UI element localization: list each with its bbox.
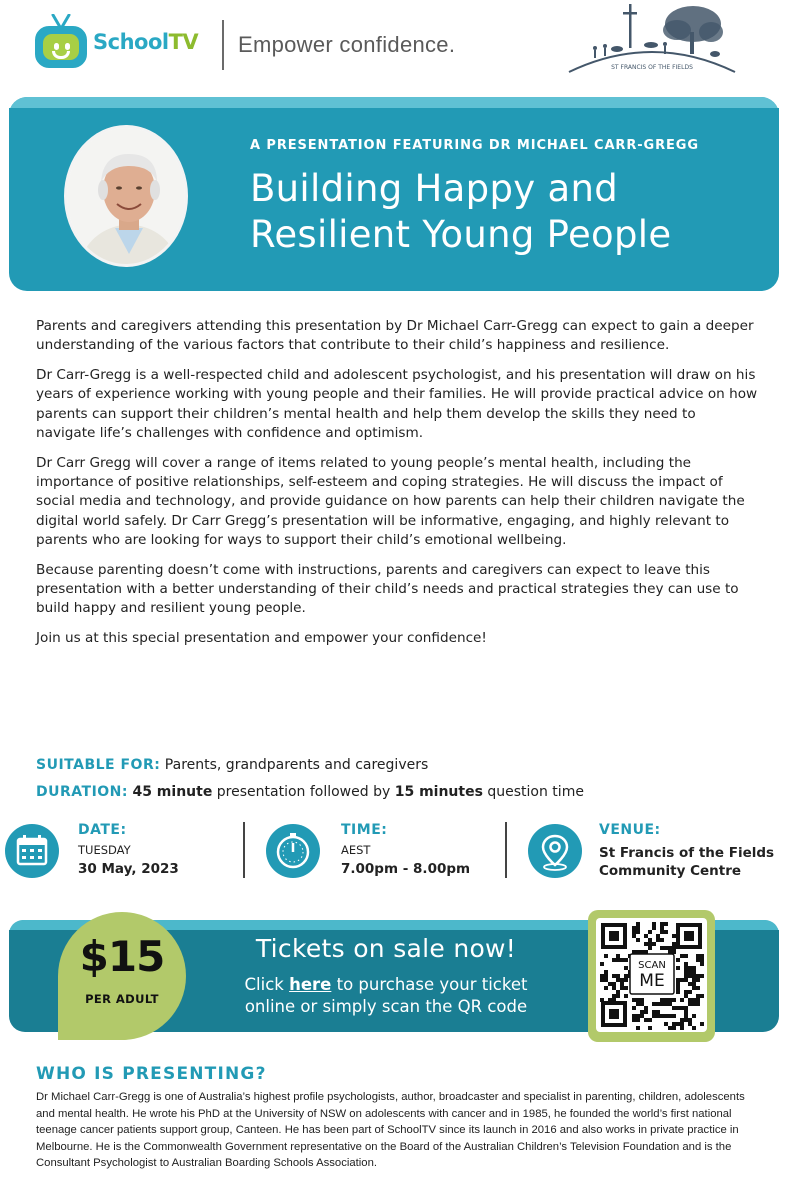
info-divider xyxy=(243,822,245,878)
time-value: 7.00pm - 8.00pm xyxy=(341,861,471,877)
date-value: 30 May, 2023 xyxy=(78,861,179,877)
qr-me-label: ME xyxy=(639,971,665,991)
venue-info xyxy=(528,818,788,882)
calendar-icon xyxy=(5,824,59,878)
event-title: Building Happy and Resilient Young People xyxy=(250,167,672,256)
description-paragraph: Parents and caregivers attending this presentation by Dr Michael Carr-Gregg can expect to gain a deeper understanding of the various factors that contribute to their child’s happiness and resilience. xyxy=(36,318,754,354)
description-paragraph: Dr Carr-Gregg is a well-respected child and adolescent psychologist, and his presentation will draw on his years of experience working with young people and their families. He will provide practical advice on how parents can support their children’s mental health and help them develop the skills they need to navigate life’s challenges with confidence and optimism. xyxy=(36,367,758,441)
feature-subtitle: A PRESENTATION FEATURING DR MICHAEL CARR-GREGG xyxy=(250,138,699,153)
description-paragraph: Join us at this special presentation and empower your confidence! xyxy=(36,630,487,647)
date-info xyxy=(5,818,235,882)
duration: DURATION: 45 minute presentation followed by 15 minutes question time xyxy=(36,784,584,800)
presenter-bio: Dr Michael Carr-Gregg is one of Australia’s highest profile psychologists, author, broadcaster and specialist in parenting, children, adolescents and mental health. He wrote his PhD at the University of NSW on adolescents with cancer and in 1985, he founded the world’s first national teenage cancer patients support group, Canteen. He has been part of SchoolTV since its launch in 2016 and also works in private practice in Melbourne. He is the Commonwealth Government representative on the Board of the Australian Children’s Television Foundation and is the Consultant Psychologist to Australian Boarding Schools Association. xyxy=(36,1091,745,1170)
qr-scan-label: SCAN xyxy=(638,960,666,971)
event-description xyxy=(36,317,758,659)
time-label: TIME: xyxy=(341,822,388,838)
presenter-photo xyxy=(67,128,188,267)
description-paragraph: Because parenting doesn’t come with instructions, parents and caregivers can expect to leave this presentation with a better understanding of their child’s needs and practical strategies they can use to build happy and resilient young people. xyxy=(36,561,739,617)
time-zone: AEST xyxy=(341,843,371,857)
tagline: Empower confidence. xyxy=(238,32,456,57)
who-heading: WHO IS PRESENTING? xyxy=(36,1064,267,1084)
tickets-instruction-2: online or simply scan the QR code xyxy=(244,997,528,1016)
st-francis-logo xyxy=(565,2,740,80)
brand-name: SchoolTV xyxy=(93,30,199,54)
date-label: DATE: xyxy=(78,822,127,838)
venue-label: VENUE: xyxy=(599,822,661,838)
tv-screen xyxy=(35,26,87,68)
header xyxy=(0,0,798,96)
venue-name: St Francis of the Fields xyxy=(599,845,775,861)
purchase-link[interactable]: here xyxy=(289,975,332,994)
ticket-price: $15 xyxy=(79,932,165,981)
venue-place: Community Centre xyxy=(599,863,742,879)
price-unit: PER ADULT xyxy=(85,992,159,1006)
tickets-heading: Tickets on sale now! xyxy=(255,934,517,963)
suitable-for: SUITABLE FOR: Parents, grandparents and caregivers xyxy=(36,757,429,773)
tv-icon xyxy=(35,14,87,70)
event-facts xyxy=(36,752,584,806)
smiley-face-icon xyxy=(43,34,79,60)
info-divider xyxy=(505,822,507,878)
partner-name: ST FRANCIS OF THE FIELDS xyxy=(611,64,693,71)
clock-icon xyxy=(266,824,320,878)
description-paragraph: Dr Carr Gregg will cover a range of items related to young people’s mental health, including the importance of positive relationships, self-esteem and coping strategies. He will discuss the impact of social media and technology, and provide guidance on how parents can help their children navigate the digital world safely. Dr Carr Gregg’s presentation will be informative, engaging, and highly relevant to parents who are looking for ways to support their child’s emotional wellbeing. xyxy=(36,454,745,548)
date-day: TUESDAY xyxy=(78,843,131,857)
tickets-instruction: Click here to purchase your ticket xyxy=(244,975,528,994)
time-info xyxy=(266,818,496,882)
qr-code[interactable] xyxy=(596,918,707,1032)
schooltv-logo[interactable] xyxy=(35,14,198,70)
presenter-portrait xyxy=(64,125,188,267)
logo-divider xyxy=(222,20,224,70)
location-pin-icon xyxy=(528,824,582,878)
